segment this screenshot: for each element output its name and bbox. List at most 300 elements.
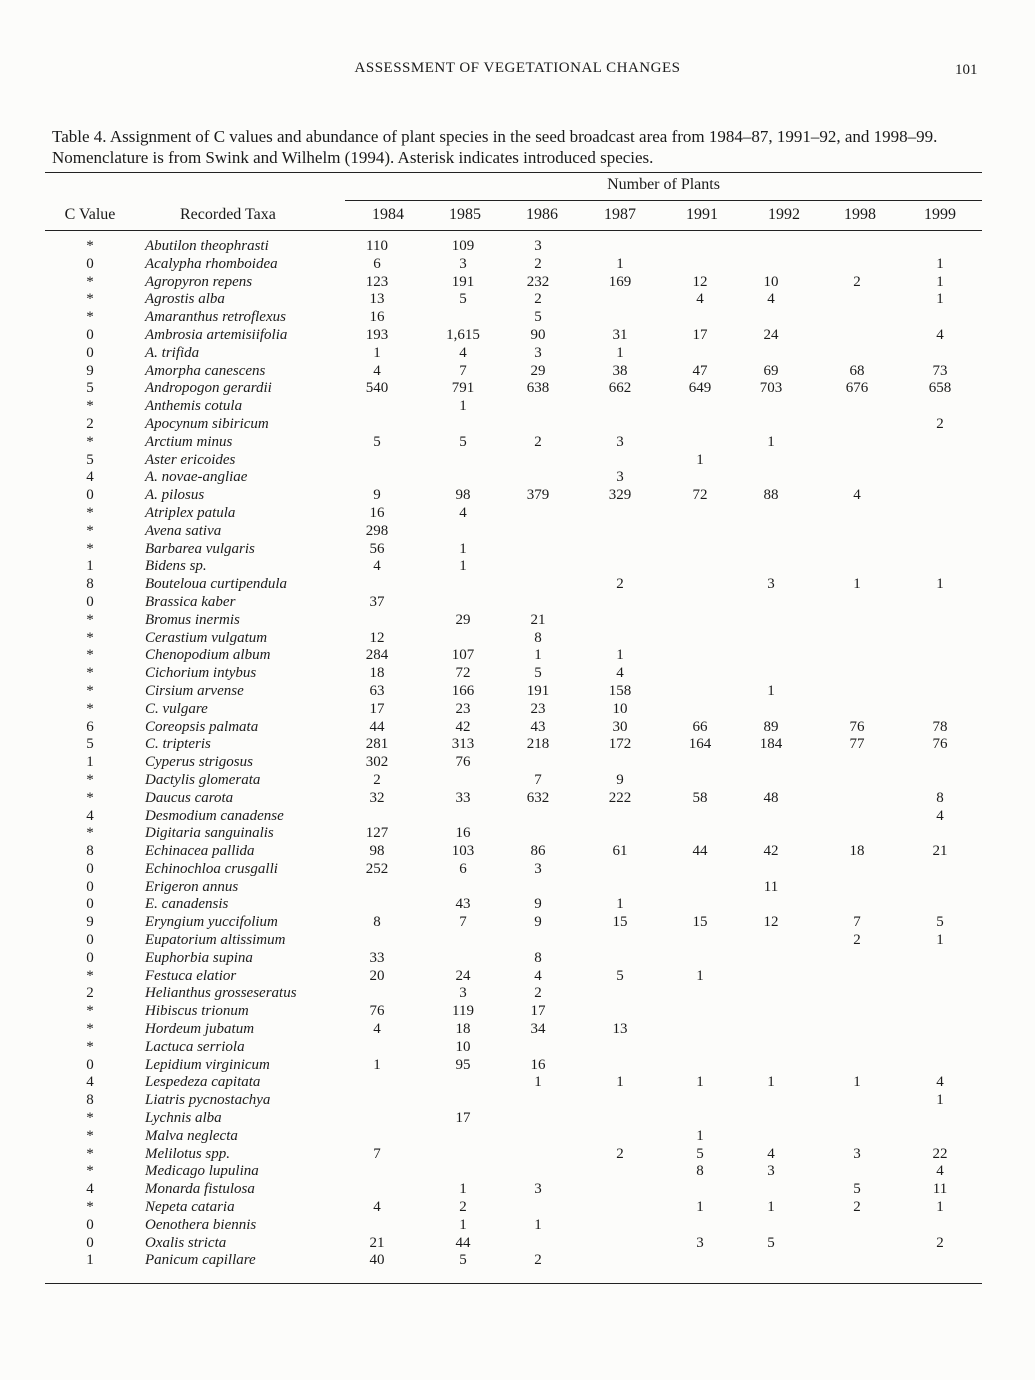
table-row [0, 1003, 1035, 1021]
table-row [0, 1074, 1035, 1092]
taxon-cell: Bouteloua curtipendula [145, 576, 288, 593]
taxon-cell: Chenopodium album [145, 647, 271, 664]
taxon-cell: Eupatorium altissimum [145, 932, 286, 949]
c-value-cell: * [86, 1003, 94, 1020]
count-cell: 638 [526, 380, 550, 397]
count-cell: 1 [767, 1199, 775, 1216]
count-cell: 43 [530, 718, 546, 735]
table-bottom-rule [45, 1283, 982, 1284]
count-cell: 1 [616, 647, 624, 664]
c-value-cell: * [86, 433, 94, 450]
count-cell: 110 [366, 238, 388, 254]
count-cell: 21 [369, 1234, 385, 1251]
taxon-cell: Brassica kaber [145, 593, 236, 610]
taxon-cell: Oenothera biennis [145, 1216, 257, 1233]
count-cell: 3 [616, 469, 624, 486]
count-cell: 4 [459, 504, 467, 521]
count-cell: 5 [767, 1234, 775, 1251]
count-cell: 15 [612, 914, 628, 931]
count-cell: 1 [936, 291, 944, 308]
c-value-cell: * [86, 1021, 94, 1038]
count-cell: 1 [936, 1092, 944, 1109]
c-value-cell: * [86, 238, 94, 254]
taxon-cell: Atriplex patula [145, 504, 236, 521]
taxon-cell: Panicum capillare [145, 1252, 256, 1269]
table-row [0, 416, 1035, 434]
count-cell: 69 [763, 362, 779, 379]
taxon-cell: Hibiscus trionum [145, 1003, 249, 1020]
taxon-cell: Melilotus spp. [145, 1145, 230, 1162]
taxon-cell: Abutilon theophrasti [145, 238, 269, 254]
c-value-cell: 5 [86, 736, 94, 753]
table-row [0, 719, 1035, 737]
count-cell: 2 [936, 1234, 944, 1251]
count-cell: 44 [455, 1234, 471, 1251]
count-cell: 1 [767, 433, 775, 450]
taxon-cell: Desmodium canadense [145, 807, 284, 824]
count-cell: 40 [369, 1252, 385, 1269]
count-cell: 3 [459, 255, 467, 272]
count-cell: 9 [534, 914, 542, 931]
c-value-cell: 0 [86, 593, 94, 610]
count-cell: 90 [530, 326, 546, 343]
count-cell: 5 [534, 665, 542, 682]
count-cell: 48 [763, 789, 779, 806]
c-value-cell: * [86, 682, 94, 699]
count-cell: 191 [451, 273, 475, 290]
c-value-cell: 9 [86, 914, 94, 931]
c-value-cell: 0 [86, 344, 94, 361]
count-cell: 63 [369, 682, 385, 699]
count-cell: 98 [369, 843, 385, 860]
page-number: 101 [955, 62, 978, 78]
count-cell: 12 [763, 914, 779, 931]
count-cell: 109 [451, 238, 475, 254]
taxon-cell: Digitaria sanguinalis [145, 825, 274, 842]
count-cell: 4 [373, 1199, 381, 1216]
table-row [0, 576, 1035, 594]
table-body [0, 238, 1035, 1270]
table-caption: Table 4. Assignment of C values and abundance of plant species in the seed broadcast area from 1984–87, 1991–92, and 1998–99. Nomenclature is from Swink and Wilhelm (1994). Asterisk indicates introduced species. [52, 127, 938, 167]
count-cell: 4 [936, 326, 944, 343]
table-row [0, 808, 1035, 826]
count-cell: 8 [373, 914, 381, 931]
c-value-cell: * [86, 647, 94, 664]
count-cell: 1,615 [446, 326, 480, 343]
count-cell: 191 [526, 682, 550, 699]
count-cell: 302 [365, 754, 389, 771]
c-value-cell: 6 [86, 718, 94, 735]
c-value-cell: * [86, 1163, 94, 1180]
count-cell: 3 [767, 576, 775, 593]
count-cell: 68 [849, 362, 865, 379]
count-cell: 47 [692, 362, 708, 379]
count-cell: 662 [608, 380, 632, 397]
taxon-cell: Daucus carota [145, 789, 234, 806]
count-cell: 5 [936, 914, 944, 931]
c-value-cell: 1 [86, 754, 94, 771]
table-row [0, 523, 1035, 541]
count-cell: 4 [373, 1021, 381, 1038]
table-row [0, 932, 1035, 950]
count-cell: 33 [455, 789, 471, 806]
count-cell: 17 [455, 1110, 471, 1127]
c-value-cell: 0 [86, 949, 94, 966]
c-value-cell: * [86, 291, 94, 308]
column-header-1991: 1991 [686, 206, 718, 223]
count-cell: 1 [534, 1216, 542, 1233]
c-value-cell: 8 [86, 1092, 94, 1109]
c-value-cell: 0 [86, 1216, 94, 1233]
c-value-cell: * [86, 1145, 94, 1162]
c-value-cell: * [86, 273, 94, 290]
count-cell: 37 [369, 593, 385, 610]
column-header-1986: 1986 [526, 206, 558, 223]
table-row [0, 843, 1035, 861]
table-row [0, 985, 1035, 1003]
c-value-cell: * [86, 611, 94, 628]
c-value-cell: * [86, 540, 94, 557]
table-row [0, 683, 1035, 701]
c-value-cell: * [86, 1110, 94, 1127]
count-cell: 15 [692, 914, 708, 931]
count-cell: 252 [365, 860, 389, 877]
count-cell: 7 [459, 362, 467, 379]
count-cell: 43 [455, 896, 471, 913]
taxon-cell: Nepeta cataria [145, 1199, 235, 1216]
c-value-cell: 4 [86, 1074, 94, 1091]
count-cell: 78 [932, 718, 948, 735]
taxon-cell: Liatris pycnostachya [145, 1092, 271, 1109]
count-cell: 169 [608, 273, 632, 290]
taxon-cell: Amaranthus retroflexus [145, 309, 286, 326]
count-cell: 119 [452, 1003, 474, 1020]
count-cell: 2 [853, 932, 861, 949]
count-cell: 5 [696, 1145, 704, 1162]
count-cell: 1 [459, 1181, 467, 1198]
count-cell: 17 [692, 326, 708, 343]
taxon-cell: Festuca elatior [145, 967, 237, 984]
count-cell: 9 [373, 487, 381, 504]
count-cell: 649 [688, 380, 712, 397]
table-row [0, 594, 1035, 612]
c-value-cell: * [86, 700, 94, 717]
count-cell: 98 [455, 487, 471, 504]
table-row [0, 380, 1035, 398]
count-cell: 10 [612, 700, 628, 717]
table-row [0, 879, 1035, 897]
c-value-cell: 0 [86, 255, 94, 272]
count-cell: 1 [459, 540, 467, 557]
table-row [0, 630, 1035, 648]
taxon-cell: Erigeron annus [145, 878, 239, 895]
c-value-cell: * [86, 309, 94, 326]
table-row [0, 291, 1035, 309]
count-cell: 632 [526, 789, 550, 806]
count-cell: 17 [530, 1003, 546, 1020]
c-value-cell: 5 [86, 451, 94, 468]
count-cell: 3 [767, 1163, 775, 1180]
count-cell: 76 [369, 1003, 385, 1020]
count-cell: 1 [534, 647, 542, 664]
count-cell: 1 [936, 932, 944, 949]
count-cell: 3 [534, 238, 542, 254]
c-value-cell: 8 [86, 843, 94, 860]
taxon-cell: Agrostis alba [145, 291, 225, 308]
c-value-cell: 4 [86, 469, 94, 486]
table-row [0, 790, 1035, 808]
count-cell: 1 [936, 255, 944, 272]
count-cell: 1 [534, 1074, 542, 1091]
count-cell: 22 [932, 1145, 948, 1162]
count-cell: 676 [845, 380, 869, 397]
count-cell: 5 [534, 309, 542, 326]
count-cell: 29 [530, 362, 546, 379]
count-cell: 5 [853, 1181, 861, 1198]
table-row [0, 896, 1035, 914]
table-row [0, 1235, 1035, 1253]
taxon-cell: Aster ericoides [145, 451, 236, 468]
count-cell: 76 [849, 718, 865, 735]
count-cell: 1 [373, 1056, 381, 1073]
count-cell: 11 [932, 1181, 948, 1198]
taxon-cell: Cichorium intybus [145, 665, 257, 682]
count-cell: 29 [455, 611, 471, 628]
taxon-cell: Lychnis alba [145, 1110, 222, 1127]
c-value-cell: * [86, 789, 94, 806]
c-value-cell: 5 [86, 380, 94, 397]
count-cell: 8 [534, 949, 542, 966]
count-cell: 4 [936, 807, 944, 824]
c-value-cell: 8 [86, 576, 94, 593]
count-cell: 193 [365, 326, 389, 343]
table-row [0, 950, 1035, 968]
count-cell: 2 [459, 1199, 467, 1216]
count-cell: 21 [530, 611, 546, 628]
count-cell: 2 [853, 1199, 861, 1216]
table-row [0, 398, 1035, 416]
count-cell: 4 [616, 665, 624, 682]
count-cell: 86 [530, 843, 546, 860]
count-cell: 1 [616, 1074, 624, 1091]
table-row [0, 665, 1035, 683]
count-cell: 218 [526, 736, 550, 753]
c-value-cell: 0 [86, 896, 94, 913]
table-row [0, 701, 1035, 719]
count-cell: 184 [759, 736, 783, 753]
taxon-cell: Cirsium arvense [145, 682, 244, 699]
count-cell: 1 [459, 1216, 467, 1233]
count-cell: 284 [365, 647, 389, 664]
taxon-cell: A. pilosus [145, 487, 205, 504]
taxon-cell: Eryngium yuccifolium [145, 914, 278, 931]
count-cell: 58 [692, 789, 708, 806]
taxon-cell: Barbarea vulgaris [145, 540, 255, 557]
count-cell: 10 [455, 1038, 471, 1055]
c-value-cell: 0 [86, 326, 94, 343]
count-cell: 76 [455, 754, 471, 771]
table-row [0, 1128, 1035, 1146]
count-cell: 88 [763, 487, 779, 504]
count-cell: 38 [612, 362, 628, 379]
count-cell: 16 [530, 1056, 546, 1073]
column-header-1987: 1987 [604, 206, 636, 223]
count-cell: 13 [369, 291, 385, 308]
count-cell: 8 [696, 1163, 704, 1180]
group-header: Number of Plants [607, 176, 720, 193]
count-cell: 379 [526, 487, 550, 504]
count-cell: 281 [365, 736, 389, 753]
table-row [0, 434, 1035, 452]
count-cell: 30 [612, 718, 628, 735]
count-cell: 298 [365, 522, 389, 539]
c-value-cell: 2 [86, 985, 94, 1002]
count-cell: 4 [767, 291, 775, 308]
count-cell: 4 [534, 967, 542, 984]
c-value-cell: * [86, 1199, 94, 1216]
c-value-cell: 0 [86, 1056, 94, 1073]
count-cell: 44 [692, 843, 708, 860]
taxon-cell: Cyperus strigosus [145, 754, 253, 771]
count-cell: 7 [373, 1145, 381, 1162]
count-cell: 5 [616, 967, 624, 984]
count-cell: 1 [767, 682, 775, 699]
table-row [0, 754, 1035, 772]
count-cell: 24 [763, 326, 779, 343]
taxon-cell: Oxalis stricta [145, 1234, 227, 1251]
count-cell: 1 [459, 398, 467, 415]
count-cell: 7 [534, 771, 542, 788]
running-head: ASSESSMENT OF VEGETATIONAL CHANGES [354, 60, 681, 76]
count-cell: 7 [459, 914, 467, 931]
count-cell: 23 [455, 700, 471, 717]
table-row [0, 1110, 1035, 1128]
taxon-cell: Agropyron repens [145, 273, 253, 290]
count-cell: 5 [459, 291, 467, 308]
c-value-cell: * [86, 665, 94, 682]
column-header-1992: 1992 [768, 206, 800, 223]
table-row [0, 1092, 1035, 1110]
count-cell: 89 [763, 718, 779, 735]
count-cell: 3 [616, 433, 624, 450]
table-row [0, 1181, 1035, 1199]
count-cell: 1 [767, 1074, 775, 1091]
count-cell: 2 [534, 985, 542, 1002]
table-row [0, 487, 1035, 505]
count-cell: 658 [928, 380, 952, 397]
taxon-cell: Arctium minus [145, 433, 233, 450]
count-cell: 16 [455, 825, 471, 842]
table-row [0, 914, 1035, 932]
count-cell: 4 [373, 558, 381, 575]
count-cell: 2 [616, 576, 624, 593]
count-cell: 9 [534, 896, 542, 913]
count-cell: 1 [696, 1074, 704, 1091]
count-cell: 1 [696, 967, 704, 984]
taxon-cell: Andropogon gerardii [145, 380, 272, 397]
count-cell: 11 [763, 878, 779, 895]
column-header-1998: 1998 [844, 206, 876, 223]
taxon-cell: Coreopsis palmata [145, 718, 259, 735]
count-cell: 20 [369, 967, 385, 984]
count-cell: 4 [936, 1163, 944, 1180]
taxon-cell: Medicago lupulina [145, 1163, 259, 1180]
count-cell: 6 [459, 860, 467, 877]
table-row [0, 1163, 1035, 1181]
count-cell: 4 [459, 344, 467, 361]
table-row [0, 1199, 1035, 1217]
count-cell: 4 [373, 362, 381, 379]
count-cell: 166 [451, 682, 475, 699]
count-cell: 8 [936, 789, 944, 806]
c-value-cell: 1 [86, 1252, 94, 1269]
table-row [0, 772, 1035, 790]
table-row [0, 647, 1035, 665]
count-cell: 1 [936, 273, 944, 290]
count-cell: 5 [373, 433, 381, 450]
c-value-cell: * [86, 825, 94, 842]
count-cell: 21 [932, 843, 948, 860]
table-row [0, 1057, 1035, 1075]
column-header-cvalue: C Value [64, 206, 116, 223]
count-cell: 42 [455, 718, 471, 735]
count-cell: 8 [534, 629, 542, 646]
count-cell: 44 [369, 718, 385, 735]
count-cell: 1 [459, 558, 467, 575]
count-cell: 4 [767, 1145, 775, 1162]
c-value-cell: 0 [86, 1234, 94, 1251]
c-value-cell: * [86, 967, 94, 984]
table-row [0, 825, 1035, 843]
table-row [0, 1252, 1035, 1270]
count-cell: 18 [849, 843, 865, 860]
count-cell: 23 [530, 700, 546, 717]
count-cell: 34 [530, 1021, 546, 1038]
table-row [0, 256, 1035, 274]
taxon-cell: Echinochloa crusgalli [145, 860, 278, 877]
taxon-cell: Anthemis cotula [145, 398, 243, 415]
column-header-1984: 1984 [372, 206, 404, 223]
table-row [0, 968, 1035, 986]
count-cell: 158 [608, 682, 632, 699]
taxon-cell: Echinacea pallida [145, 843, 255, 860]
taxon-cell: Helianthus grosseseratus [145, 985, 297, 1002]
count-cell: 3 [459, 985, 467, 1002]
count-cell: 2 [936, 415, 944, 432]
taxon-cell: Monarda fistulosa [145, 1181, 255, 1198]
table-row [0, 274, 1035, 292]
taxon-cell: Lepidium virginicum [145, 1056, 270, 1073]
count-cell: 32 [369, 789, 385, 806]
count-cell: 172 [608, 736, 632, 753]
c-value-cell: * [86, 398, 94, 415]
count-cell: 18 [455, 1021, 471, 1038]
count-cell: 16 [369, 504, 385, 521]
count-cell: 123 [365, 273, 389, 290]
count-cell: 33 [369, 949, 385, 966]
count-cell: 72 [692, 487, 708, 504]
count-cell: 3 [534, 344, 542, 361]
count-cell: 9 [616, 771, 624, 788]
c-value-cell: 0 [86, 487, 94, 504]
table-row [0, 1217, 1035, 1235]
count-cell: 3 [534, 860, 542, 877]
taxon-cell: E. canadensis [145, 896, 229, 913]
count-cell: 2 [616, 1145, 624, 1162]
taxon-cell: Malva neglecta [145, 1127, 238, 1144]
taxon-cell: Acalypha rhomboidea [145, 255, 278, 272]
count-cell: 6 [373, 255, 381, 272]
